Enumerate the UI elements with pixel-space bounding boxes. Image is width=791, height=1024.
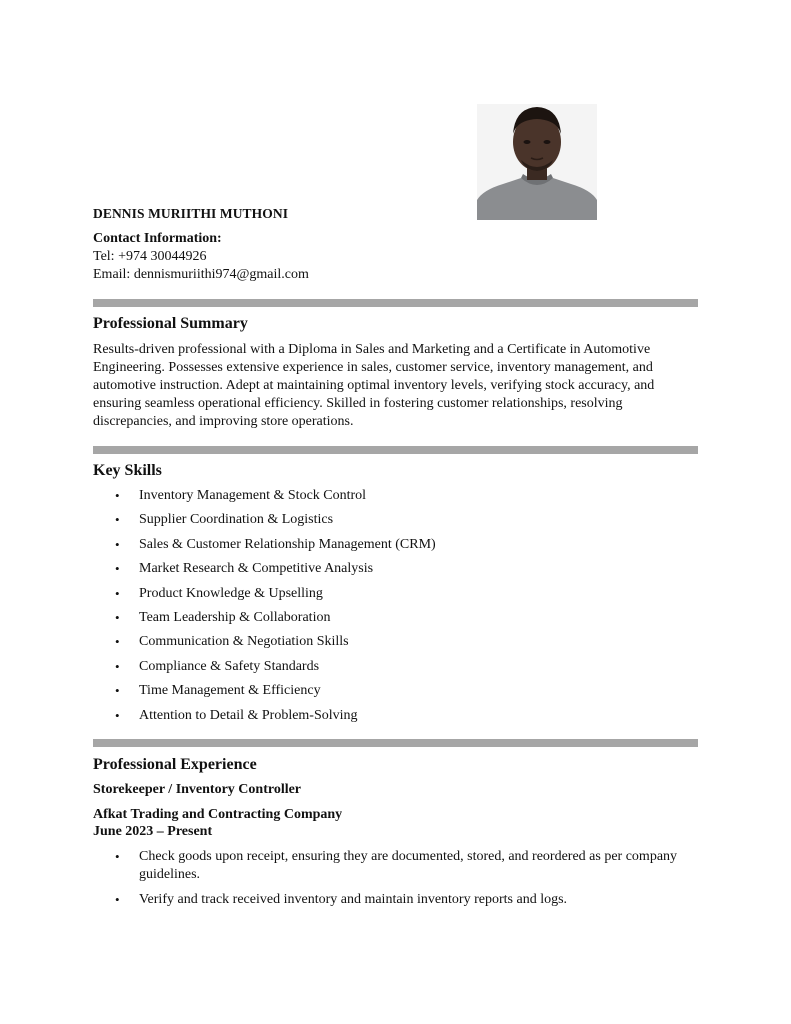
list-item <box>93 633 436 657</box>
candidate-name: DENNIS MURIITHI MUTHONI <box>93 206 289 221</box>
list-item <box>93 848 693 884</box>
list-item <box>93 487 436 511</box>
skill-label: Supplier Coordination & Logistics <box>139 512 334 528</box>
bullet-icon: • <box>115 585 120 601</box>
profile-photo <box>477 104 597 220</box>
skill-label: Team Leadership & Collaboration <box>139 609 331 625</box>
skill-label: Inventory Management & Stock Control <box>139 488 367 503</box>
bullet-icon: • <box>115 512 120 528</box>
skills-list <box>93 487 436 731</box>
list-item <box>93 536 436 560</box>
list-item <box>93 682 436 706</box>
skill-label: Compliance & Safety Standards <box>139 658 320 674</box>
bullet-icon: • <box>115 658 120 674</box>
skills-title: Key Skills <box>93 462 162 479</box>
list-item <box>93 585 436 609</box>
list-item <box>93 609 436 633</box>
contact-email: Email: dennismuriithi974@gmail.com <box>93 267 309 282</box>
bullet-icon: • <box>115 634 120 650</box>
section-divider <box>93 446 698 454</box>
duties-list <box>93 848 693 916</box>
bullet-icon: • <box>115 707 120 723</box>
summary-title: Professional Summary <box>93 315 248 332</box>
bullet-icon: • <box>115 849 120 864</box>
skill-label: Communication & Negotiation Skills <box>139 634 349 650</box>
person-photo-icon <box>477 104 597 220</box>
bullet-icon: • <box>115 536 120 552</box>
section-divider <box>93 299 698 307</box>
skill-label: Market Research & Competitive Analysis <box>139 561 374 577</box>
contact-tel: Tel: +974 30044926 <box>93 249 207 264</box>
bullet-icon: • <box>115 892 120 907</box>
list-item <box>93 707 436 731</box>
contact-block <box>93 230 309 284</box>
skill-label: Product Knowledge & Upselling <box>139 585 323 601</box>
contact-label: Contact Information: <box>93 231 222 246</box>
company-block <box>93 806 342 840</box>
experience-title: Professional Experience <box>93 756 257 773</box>
skill-label: Sales & Customer Relationship Management (CRM) <box>139 536 436 552</box>
skill-label: Attention to Detail & Problem-Solving <box>139 707 358 723</box>
list-item <box>93 560 436 584</box>
list-item <box>93 511 436 535</box>
duty-text: Check goods upon receipt, ensuring they are documented, stored, and reordered as per company guidelines. <box>139 849 678 882</box>
job-title: Storekeeper / Inventory Controller <box>93 782 302 797</box>
job-dates: June 2023 – Present <box>93 824 213 839</box>
section-divider <box>93 739 698 747</box>
bullet-icon: • <box>115 609 120 625</box>
company-name: Afkat Trading and Contracting Company <box>93 807 343 822</box>
list-item <box>93 891 693 909</box>
summary-text: Results-driven professional with a Diploma in Sales and Marketing and a Certificate in Automotive Engineering. Possesses extensive experience in sales, customer service, inventory management, and automotive instruction. Adept at maintaining optimal inventory levels, verifying stock accuracy, and ensuring seamless operational efficiency. Skilled in fostering customer relationships, resolving discrepancies, and improving store operations. <box>93 342 655 429</box>
skill-label: Time Management & Efficiency <box>139 683 321 699</box>
bullet-icon: • <box>115 561 120 577</box>
duty-text: Verify and track received inventory and maintain inventory reports and logs. <box>139 892 568 907</box>
list-item <box>93 658 436 682</box>
bullet-icon: • <box>115 488 120 503</box>
bullet-icon: • <box>115 683 120 699</box>
